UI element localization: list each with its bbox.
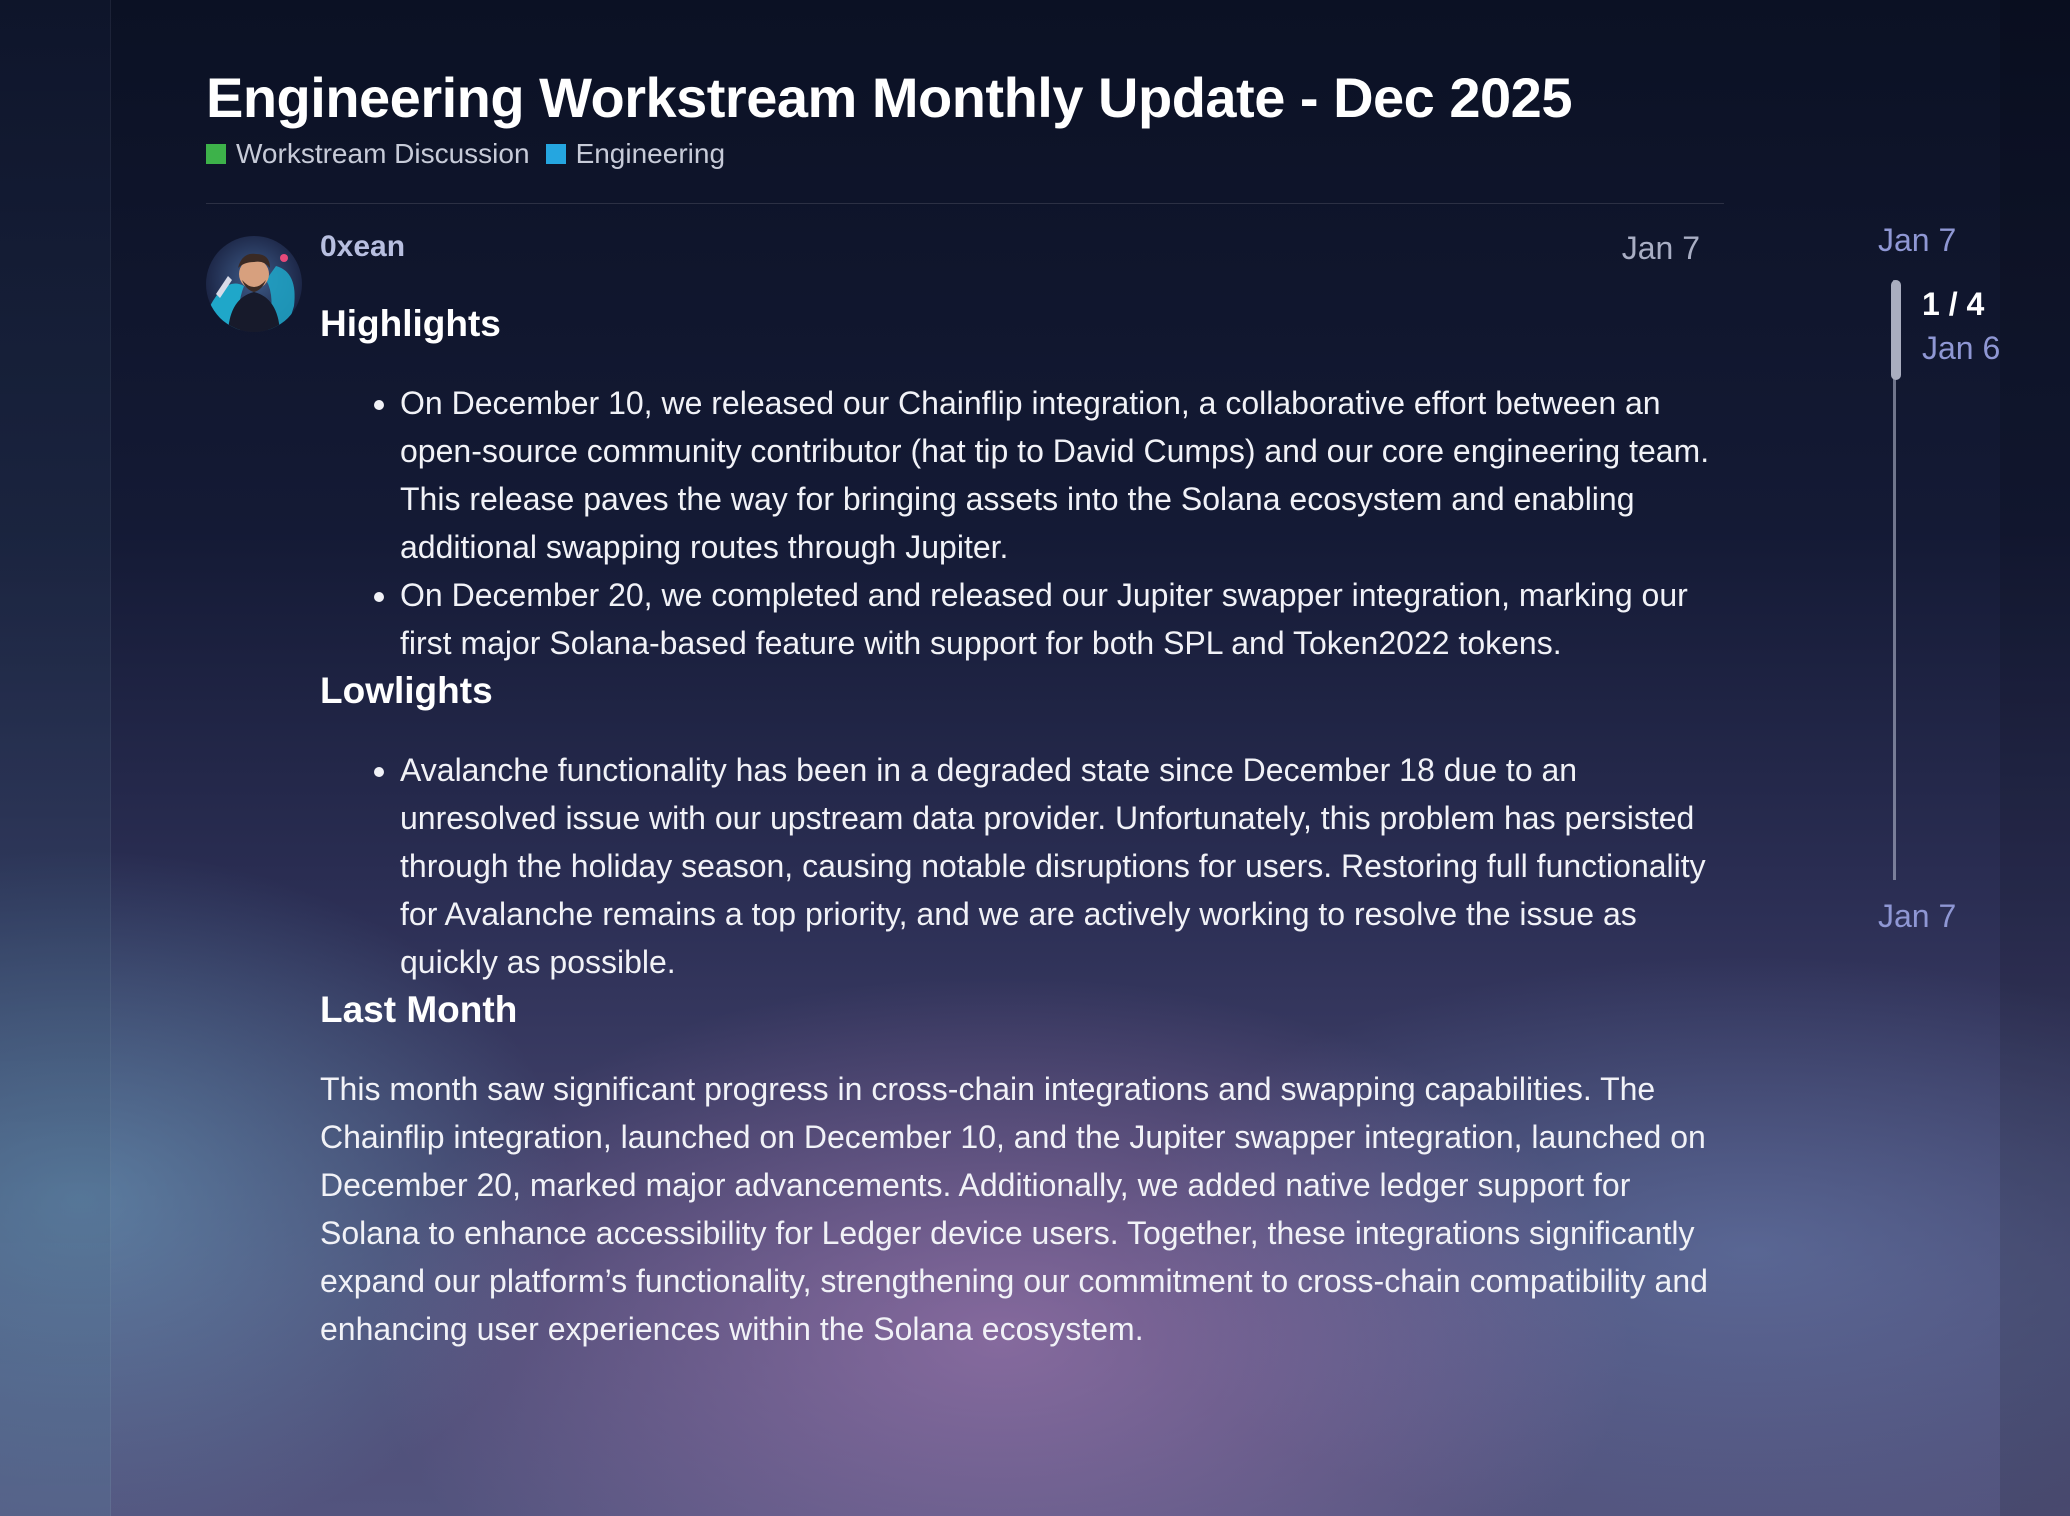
topic-timeline — [1870, 0, 2030, 1516]
list-item: • On December 10, we released our Chainflip integration, a collaborative effort between an open-source community contributor (hat tip to David Cumps) and our core engineering team. This release paves the way for bringing assets into the Solana ecosystem and enabling additional swapping routes through Jupiter. — [400, 379, 1710, 571]
post-date[interactable]: Jan 7 — [1621, 230, 1700, 266]
timeline-scroll-handle[interactable] — [1891, 280, 1901, 380]
timeline-end-date[interactable]: Jan 7 — [1878, 898, 1957, 934]
highlights-list — [320, 379, 1710, 667]
category-swatch-icon — [546, 144, 566, 164]
category-list — [206, 138, 1726, 170]
section-heading-last-month: Last Month — [320, 989, 518, 1030]
timeline-position: 1 / 4 — [1922, 286, 1985, 322]
topic-title[interactable]: Engineering Workstream Monthly Update - Dec 2025 — [206, 66, 1572, 129]
section-heading-lowlights: Lowlights — [320, 670, 493, 711]
post-author[interactable]: 0xean — [320, 230, 406, 263]
avatar-illustration-icon — [206, 236, 302, 332]
section-heading-highlights: Highlights — [320, 303, 501, 344]
topic-header — [206, 60, 1726, 170]
header-divider — [206, 203, 1724, 204]
category-label: Workstream Discussion — [236, 138, 530, 169]
post-body — [320, 300, 1710, 1353]
list-item: • Avalanche functionality has been in a degraded state since December 18 due to an unresolved issue with our upstream data provider. Unfortunately, this problem has persisted through the holiday season, causing notable disruptions for users. Restoring full functionality for Avalanche remains a top priority, and we are actively working to resolve the issue as quickly as possible. — [400, 746, 1710, 986]
category-label: Engineering — [575, 138, 726, 169]
list-item: • On December 20, we completed and released our Jupiter swapper integration, marking our first major Solana-based feature with support for both SPL and Token2022 tokens. — [400, 571, 1710, 667]
category-engineering[interactable] — [546, 138, 725, 170]
category-swatch-icon — [206, 144, 226, 164]
last-month-paragraph: This month saw significant progress in cross-chain integrations and swapping capabilities. The Chainflip integration, launched on December 10, and the Jupiter swapper integration, launched on December 20, marked major advancements. Additionally, we added native ledger support for Solana to enhance accessibility for Ledger device users. Together, these integrations significantly expand our platform’s functionality, strengthening our commitment to cross-chain compatibility and enhancing user experiences within the Solana ecosystem. — [320, 1071, 1708, 1347]
timeline-position-date: Jan 6 — [1922, 330, 2001, 366]
avatar[interactable] — [206, 236, 302, 332]
timeline-start-date[interactable]: Jan 7 — [1878, 222, 1957, 258]
lowlights-list — [320, 746, 1710, 986]
left-background-strip — [0, 0, 111, 1516]
category-workstream-discussion[interactable] — [206, 138, 530, 170]
